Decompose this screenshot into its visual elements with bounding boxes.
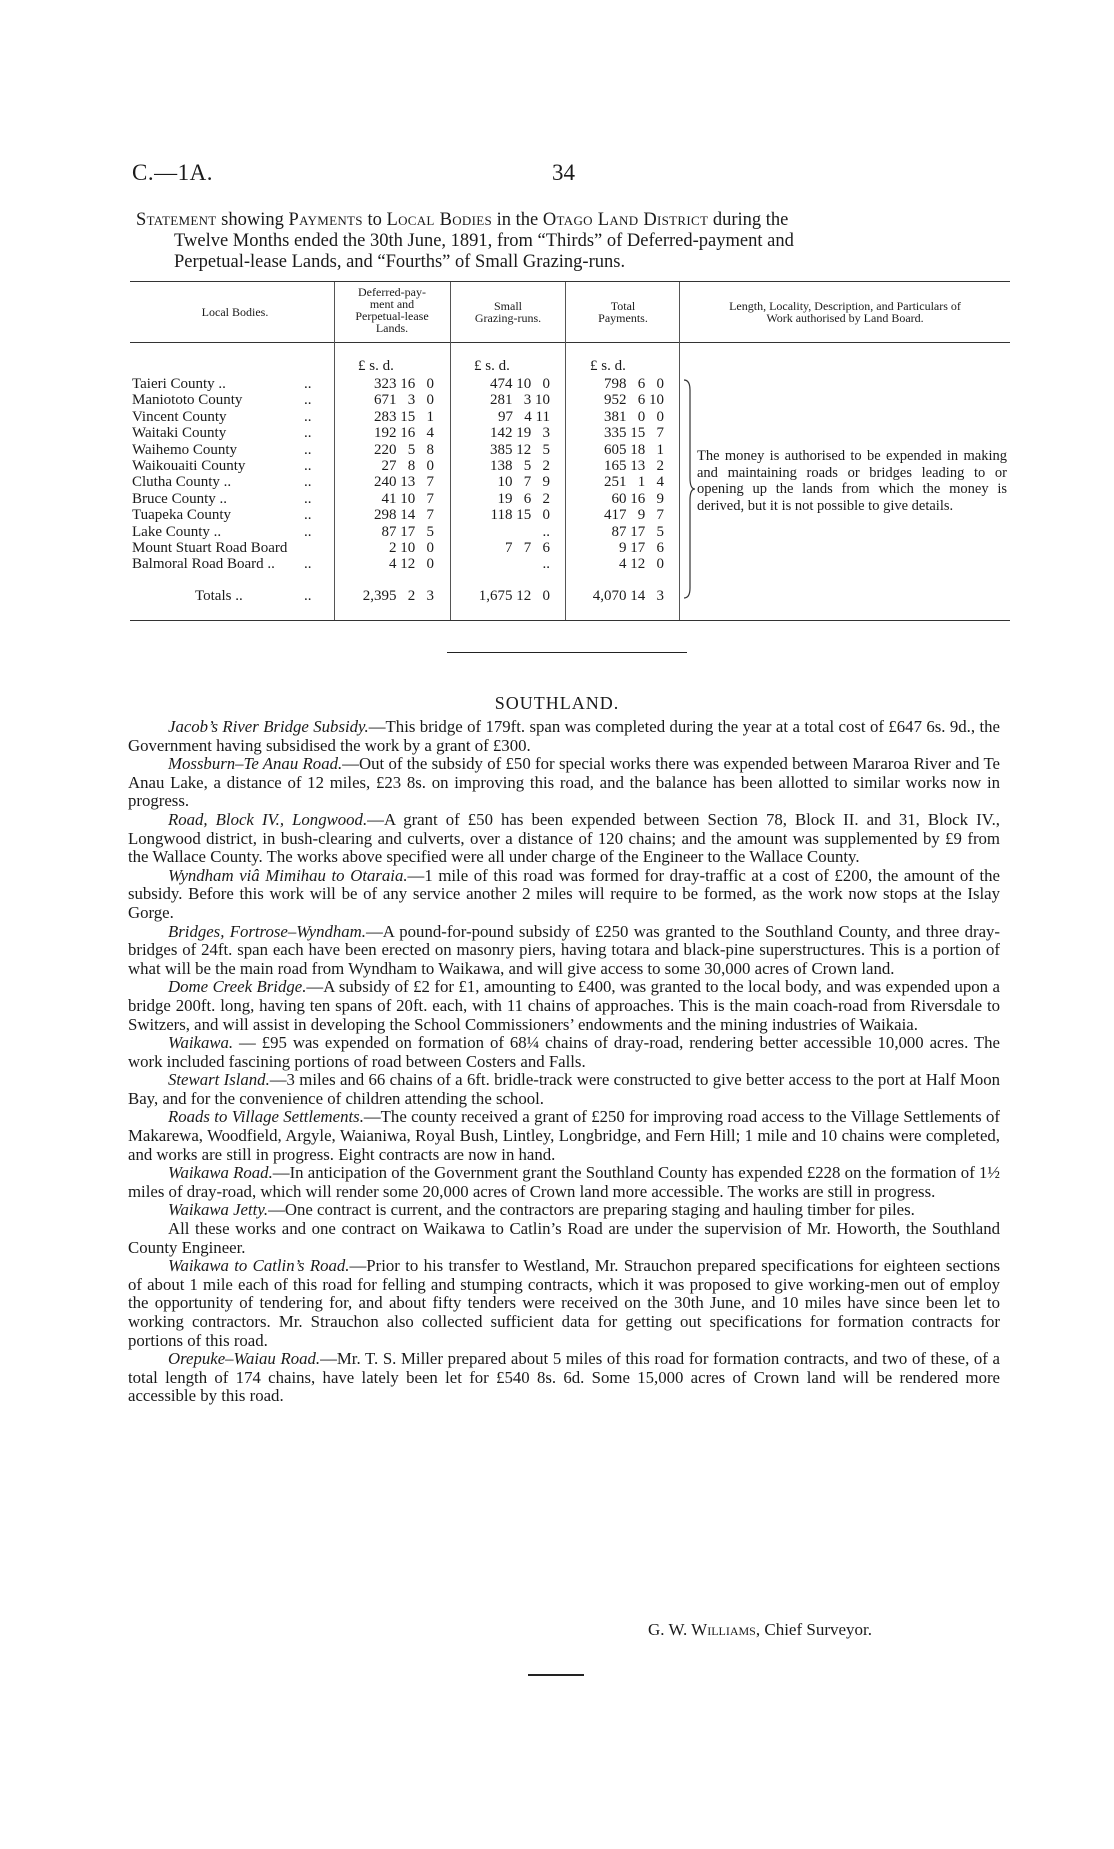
row-small-value: 7 7 6: [505, 540, 550, 556]
row-deferred-value: 192 16 4: [374, 425, 434, 442]
totals-total: 4,070 14 3: [592, 588, 664, 604]
table-caption: [136, 210, 1006, 273]
paragraph: [128, 718, 1000, 755]
row-local-body: Maniototo County: [132, 392, 243, 409]
totals-deferred: 2,395 2 3: [362, 588, 434, 604]
row-local-body: Waihemo County: [132, 441, 238, 458]
column-divider: [679, 282, 680, 620]
leader-dots: ..: [304, 408, 312, 425]
leader-dots: ..: [304, 588, 312, 604]
leader-dots: ..: [304, 425, 312, 442]
paragraph-text: —Prior to his transfer to Westland, Mr. Strauchon prepared specifications for eighteen sections of about 1 mile each of this road for felling and stumping contracts, which it was proposed to give working-men out of employ the opportunity of tendering for, and about fifty tenders were received on the 30th June, and 10 miles have since been let to working contractors. Mr. Strauchon also collected sufficient data for getting out specifications for formation contracts for portions of this road.: [128, 1256, 1000, 1350]
row-small-value: ..: [542, 556, 550, 573]
leader-dots: ..: [304, 556, 312, 573]
paragraph-title: Stewart Island.: [168, 1070, 270, 1090]
row-total-value: 605 18 1: [604, 441, 664, 458]
paragraph: [128, 1034, 1000, 1071]
page-number: 34: [552, 160, 575, 185]
paragraph-title: Bridges, Fortrose–Wyndham.: [168, 921, 366, 941]
totals-label: Totals ..: [195, 588, 243, 604]
row-total-value: 952 6 10: [604, 392, 664, 409]
paragraph-text: —A subsidy of £2 for £1, amounting to £400, was granted to the local body, and was expended upon a bridge 200ft. long, having ten spans of 20ft. each, with 11 chains of approaches. This is the main coach-road from Riversdale to Switzers, and will assist in developing the School Commissioners’ endowments and the mining industries of Waikaia.: [128, 977, 1000, 1034]
unit-label: £ s. d.: [474, 358, 510, 374]
caption-word: Local Bodies: [386, 210, 493, 230]
paragraph-title: Roads to Village Settlements.: [168, 1107, 364, 1127]
row-deferred-value: 240 13 7: [374, 474, 434, 491]
paragraph-text: —Mr. T. S. Miller prepared about 5 miles of this road for formation contracts, and two of these, of a total length of 174 chains, have lately been let for £540 8s. 6d. Some 15,000 acres of Crown land will be rendered more accessible by this road.: [128, 1349, 1000, 1406]
caption-text: during the: [712, 210, 789, 230]
unit-label: £ s. d.: [590, 358, 626, 374]
row-total-value: 165 13 2: [604, 458, 664, 474]
row-deferred-value: 323 16 0: [374, 376, 434, 392]
row-local-body: Tuapeka County: [132, 507, 232, 524]
body-text: [128, 718, 1000, 1406]
row-local-body: Taieri County ..: [132, 376, 226, 392]
paragraph-text: All these works and one contract on Waikawa to Catlin’s Road are under the supervision of Mr. Howorth, the Southland County Engineer.: [128, 1219, 1000, 1257]
document-reference: C.—1A.: [132, 160, 213, 185]
brace-icon: [682, 378, 696, 600]
row-deferred-value: 4 12 0: [389, 556, 434, 573]
row-total-value: 60 16 9: [611, 490, 664, 507]
row-total-value: 417 9 7: [604, 507, 664, 524]
row-total-value: 4 12 0: [619, 556, 664, 573]
paragraph-text: —A grant of £50 has been expended between Section 78, Block II. and 31, Block IV., Longwood district, in bush-clearing and culverts, over a distance of 120 chains; and the amount was supplemented by £9 from the Wallace County. The works above specified were all under charge of the Engineer to the Wallace County.: [128, 809, 1000, 867]
row-small-value: 97 4 11: [498, 408, 550, 425]
row-small-value: ..: [542, 523, 550, 540]
paragraph: [128, 755, 1000, 811]
row-total-value: 251 1 4: [604, 474, 664, 491]
paragraph-text: —One contract is current, and the contractors are preparing staging and hauling timber for piles.: [268, 1200, 915, 1220]
section-title: SOUTHLAND.: [494, 693, 620, 713]
leader-dots: ..: [304, 441, 312, 458]
row-small-value: 10 7 9: [497, 474, 550, 491]
paragraph-text: —In anticipation of the Government grant the Southland County has expended £228 on the formation of 1½ miles of dray-road, which will render some 20,000 acres of Crown land more accessible. The works are still in progress.: [128, 1163, 1000, 1201]
leader-dots: ..: [304, 523, 312, 540]
paragraph: [128, 978, 1000, 1034]
row-deferred-value: 2 10 0: [389, 540, 434, 556]
row-local-body: Mount Stuart Road Board: [132, 540, 288, 556]
row-total-value: 9 17 6: [619, 540, 664, 556]
header-remarks: Length, Locality, Description, and Particulars of Work authorised by Land Board.: [729, 299, 961, 325]
totals-small: 1,675 12 0: [478, 588, 550, 604]
row-deferred-value: 671 3 0: [374, 392, 434, 409]
table-header-rule: [130, 342, 1010, 343]
row-total-value: 87 17 5: [611, 523, 664, 540]
paragraph-text: —3 miles and 66 chains of a 6ft. bridle-track were constructed to give better access to the port at Half Moon Bay, and for the convenience of children attending the school.: [128, 1070, 1000, 1108]
leader-dots: ..: [304, 376, 312, 392]
unit-label: £ s. d.: [358, 358, 394, 374]
end-rule: [528, 1674, 584, 1676]
caption-word: Otago Land District: [542, 210, 709, 230]
paragraph: [128, 867, 1000, 923]
row-local-body: Bruce County ..: [132, 490, 227, 507]
leader-dots: ..: [304, 392, 312, 409]
column-divider: [565, 282, 566, 620]
leader-dots: ..: [304, 474, 312, 491]
signature-title: , Chief Surveyor.: [755, 1620, 873, 1639]
caption-word: Payments: [288, 210, 363, 230]
header-total-payments: Total Payments.: [598, 299, 648, 325]
row-local-body: Lake County ..: [132, 523, 222, 540]
paragraph-text: — £95 was expended on formation of 68¼ chains of dray-road, rendering better accessible 10,000 acres. The work included fascining portions of road between Costers and Falls.: [128, 1033, 1000, 1071]
leader-dots: ..: [304, 507, 312, 524]
caption-text: to: [367, 210, 382, 230]
paragraph: [128, 1201, 1000, 1220]
paragraph: [128, 1164, 1000, 1201]
row-local-body: Waikouaiti County: [132, 458, 246, 474]
paragraph-title: Mossburn–Te Anau Road.: [168, 754, 343, 774]
paragraph: [128, 1071, 1000, 1108]
row-small-value: 118 15 0: [490, 507, 550, 524]
row-local-body: Vincent County: [132, 408, 227, 425]
header-small-grazing: Small Grazing-runs.: [474, 299, 542, 325]
paragraph: [128, 923, 1000, 979]
row-small-value: 385 12 5: [490, 441, 550, 458]
paragraph-title: Wyndham viâ Mimihau to Otaraia.: [168, 865, 408, 885]
paragraph-title: Jacob’s River Bridge Subsidy.: [168, 717, 369, 736]
row-small-value: 142 19 3: [490, 425, 550, 442]
caption-line: Twelve Months ended the 30th June, 1891, from “Thirds” of Deferred-payment and: [174, 231, 794, 251]
row-deferred-value: 220 5 8: [374, 441, 434, 458]
paragraph: [128, 1220, 1000, 1257]
paragraph-text: —A pound-for-pound subsidy of £250 was granted to the Southland County, and three dray-bridges of 24ft. span each have been erected on masonry piers, having totara and black-pine superstructures. This is a portion of what will be the main road from Wyndham to Waikawa, and will give access to some 30,000 acres of Crown land.: [128, 921, 1000, 978]
leader-dots: ..: [304, 458, 312, 474]
row-small-value: 138 5 2: [490, 458, 550, 474]
paragraph: [128, 1108, 1000, 1164]
paragraph-title: Orepuke–Waiau Road.: [168, 1349, 321, 1369]
paragraph-title: Dome Creek Bridge.: [168, 977, 307, 997]
caption-text: in the: [496, 210, 539, 230]
row-total-value: 381 0 0: [604, 408, 664, 425]
row-deferred-value: 41 10 7: [381, 490, 434, 507]
row-total-value: 335 15 7: [604, 425, 664, 442]
row-local-body: Balmoral Road Board ..: [132, 556, 275, 573]
caption-text: showing: [221, 210, 284, 230]
row-total-value: 798 6 0: [604, 376, 664, 392]
paragraph: [128, 1257, 1000, 1350]
paragraph-text: —1 mile of this road was formed for dray-traffic at a cost of £200, the amount of the subsidy. Before this work will be of any service another 2 miles will require to be formed, as the work now stops at the Islay Gorge.: [128, 865, 1000, 922]
paragraph-title: Waikawa to Catlin’s Road.: [168, 1256, 350, 1276]
row-deferred-value: 27 8 0: [381, 458, 434, 474]
paragraph-text: —The county received a grant of £250 for improving road access to the Village Settlements of Makarewa, Woodfield, Argyle, Waianiwa, Royal Bush, Lintley, Longbridge, and Fern Hill; 1 mile and 10 chains were completed, and works are still in progress. Eight contracts are now in hand.: [128, 1107, 1000, 1164]
paragraph-title: Road, Block IV., Longwood.: [168, 809, 368, 829]
row-deferred-value: 87 17 5: [381, 523, 434, 540]
row-small-value: 281 3 10: [490, 392, 550, 409]
paragraph-text: —This bridge of 179ft. span was completed during the year at a total cost of £647 6s. 9d., the Government having subsidised the work by a grant of £300.: [128, 717, 1000, 755]
paragraph-text: —Out of the subsidy of £50 for special works there was expended between Mararoa River and Te Anau Lake, a distance of 12 miles, £23 8s. on improving this road, and the balance has been allotted to similar works now in progress.: [128, 754, 1000, 811]
table-bottom-rule: [130, 620, 1010, 621]
paragraph-title: Waikawa Road.: [168, 1163, 273, 1183]
leader-dots: ..: [304, 490, 312, 507]
row-local-body: Clutha County ..: [132, 474, 232, 491]
header-local-bodies: Local Bodies.: [201, 305, 269, 319]
paragraph-title: Waikawa.: [168, 1033, 234, 1053]
signature: [648, 1620, 872, 1640]
section-divider: [447, 652, 687, 653]
row-local-body: Waitaki County: [132, 425, 227, 442]
paragraph-title: Waikawa Jetty.: [168, 1200, 269, 1220]
row-deferred-value: 298 14 7: [374, 507, 434, 524]
column-divider: [450, 282, 451, 620]
signature-name: G. W. Williams: [648, 1620, 756, 1639]
column-divider: [334, 282, 335, 620]
caption-line: Perpetual-lease Lands, and “Fourths” of Small Grazing-runs.: [174, 252, 626, 272]
row-small-value: 19 6 2: [497, 490, 550, 507]
row-small-value: 474 10 0: [490, 376, 550, 392]
header-deferred: Deferred-pay- ment and Perpetual-lease Lands.: [355, 285, 429, 335]
row-deferred-value: 283 15 1: [374, 408, 434, 425]
caption-word: Statement: [136, 210, 217, 230]
remarks-text: The money is authorised to be expended in making and maintaining roads or bridges leading to or opening up the lands from which the money is derived, but it is not possible to give details.: [697, 448, 1007, 514]
paragraph: [128, 811, 1000, 867]
table-top-rule: [130, 281, 1010, 282]
paragraph: [128, 1350, 1000, 1406]
